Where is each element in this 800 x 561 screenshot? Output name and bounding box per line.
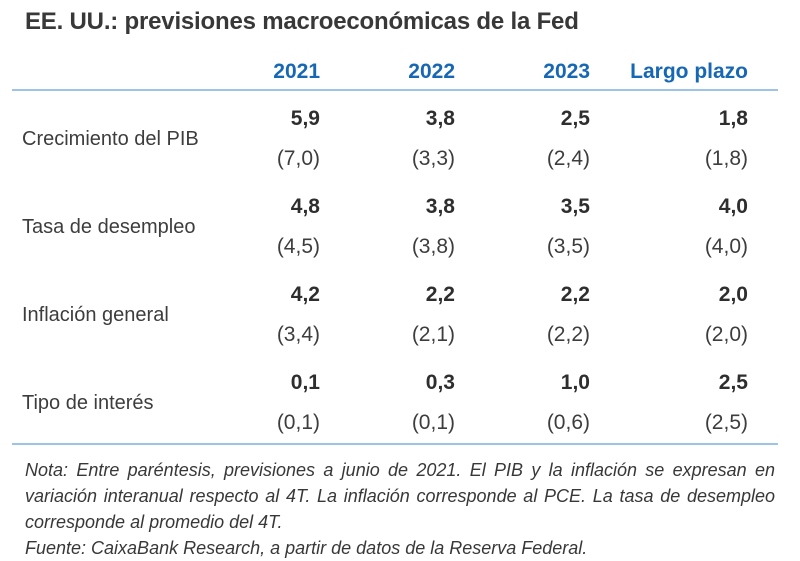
table-row-pib — [22, 91, 778, 179]
cell-inflacion-largo-plazo — [590, 275, 748, 355]
cell-inflacion-2021 — [222, 275, 320, 355]
footnotes — [25, 457, 775, 561]
column-header-2022: 2022 — [408, 60, 455, 83]
cell-desempleo-2023 — [455, 187, 590, 267]
forecast-value: 4,8 — [290, 195, 320, 218]
cell-pib-2023 — [455, 99, 590, 179]
table-row-tipo-interes — [22, 355, 778, 443]
table-row-desempleo — [22, 179, 778, 267]
previous-forecast-value: (2,2) — [546, 323, 590, 346]
cell-pib-largo-plazo — [590, 99, 748, 179]
row-label-inflacion: Inflación general — [22, 303, 169, 326]
table-header-row — [22, 55, 778, 89]
cell-tipo-interes-largo-plazo — [590, 363, 748, 443]
forecast-value: 5,9 — [290, 107, 320, 130]
previous-forecast-value: (2,5) — [704, 411, 748, 434]
previous-forecast-value: (2,4) — [546, 147, 590, 170]
row-label-desempleo: Tasa de desempleo — [22, 215, 196, 238]
column-header-largo-plazo: Largo plazo — [630, 60, 748, 83]
forecast-value: 0,1 — [290, 371, 320, 394]
table-row-inflacion — [22, 267, 778, 355]
previous-forecast-value: (0,1) — [276, 411, 320, 434]
previous-forecast-value: (3,4) — [276, 323, 320, 346]
previous-forecast-value: (2,1) — [411, 323, 455, 346]
previous-forecast-value: (0,1) — [411, 411, 455, 434]
row-label-pib: Crecimiento del PIB — [22, 127, 199, 150]
forecast-value: 2,2 — [425, 283, 455, 306]
column-header-2021: 2021 — [273, 60, 320, 83]
page-title: EE. UU.: previsiones macroeconómicas de la Fed — [25, 8, 579, 35]
previous-forecast-value: (3,5) — [546, 235, 590, 258]
forecast-table — [22, 55, 778, 445]
cell-tipo-interes-2021 — [222, 363, 320, 443]
previous-forecast-value: (1,8) — [704, 147, 748, 170]
source-text: Fuente: CaixaBank Research, a partir de datos de la Reserva Federal. — [25, 538, 588, 558]
column-header-2023: 2023 — [543, 60, 590, 83]
forecast-value: 2,0 — [718, 283, 748, 306]
forecast-value: 2,5 — [560, 107, 590, 130]
forecast-value: 1,8 — [718, 107, 748, 130]
forecast-value: 3,8 — [425, 195, 455, 218]
forecast-value: 4,2 — [290, 283, 320, 306]
cell-inflacion-2023 — [455, 275, 590, 355]
cell-inflacion-2022 — [320, 275, 455, 355]
table-bottom-divider-line — [12, 443, 778, 445]
cell-desempleo-largo-plazo — [590, 187, 748, 267]
forecast-value: 1,0 — [560, 371, 590, 394]
previous-forecast-value: (4,0) — [704, 235, 748, 258]
row-label-tipo-interes: Tipo de interés — [22, 391, 154, 414]
previous-forecast-value: (3,3) — [411, 147, 455, 170]
forecast-value: 0,3 — [425, 371, 455, 394]
note-text: Nota: Entre paréntesis, previsiones a junio de 2021. El PIB y la inflación se expresan en variación interanual respecto al 4T. La inflación corresponde al PCE. La tasa de desempleo corresponde al promedio del 4T. — [25, 460, 775, 532]
forecast-value: 3,5 — [560, 195, 590, 218]
previous-forecast-value: (2,0) — [704, 323, 748, 346]
previous-forecast-value: (7,0) — [276, 147, 320, 170]
previous-forecast-value: (4,5) — [276, 235, 320, 258]
cell-desempleo-2022 — [320, 187, 455, 267]
forecast-value: 4,0 — [718, 195, 748, 218]
previous-forecast-value: (0,6) — [546, 411, 590, 434]
cell-desempleo-2021 — [222, 187, 320, 267]
cell-pib-2022 — [320, 99, 455, 179]
previous-forecast-value: (3,8) — [411, 235, 455, 258]
forecast-value: 2,5 — [718, 371, 748, 394]
forecast-value: 2,2 — [560, 283, 590, 306]
cell-tipo-interes-2022 — [320, 363, 455, 443]
cell-pib-2021 — [222, 99, 320, 179]
forecast-value: 3,8 — [425, 107, 455, 130]
cell-tipo-interes-2023 — [455, 363, 590, 443]
